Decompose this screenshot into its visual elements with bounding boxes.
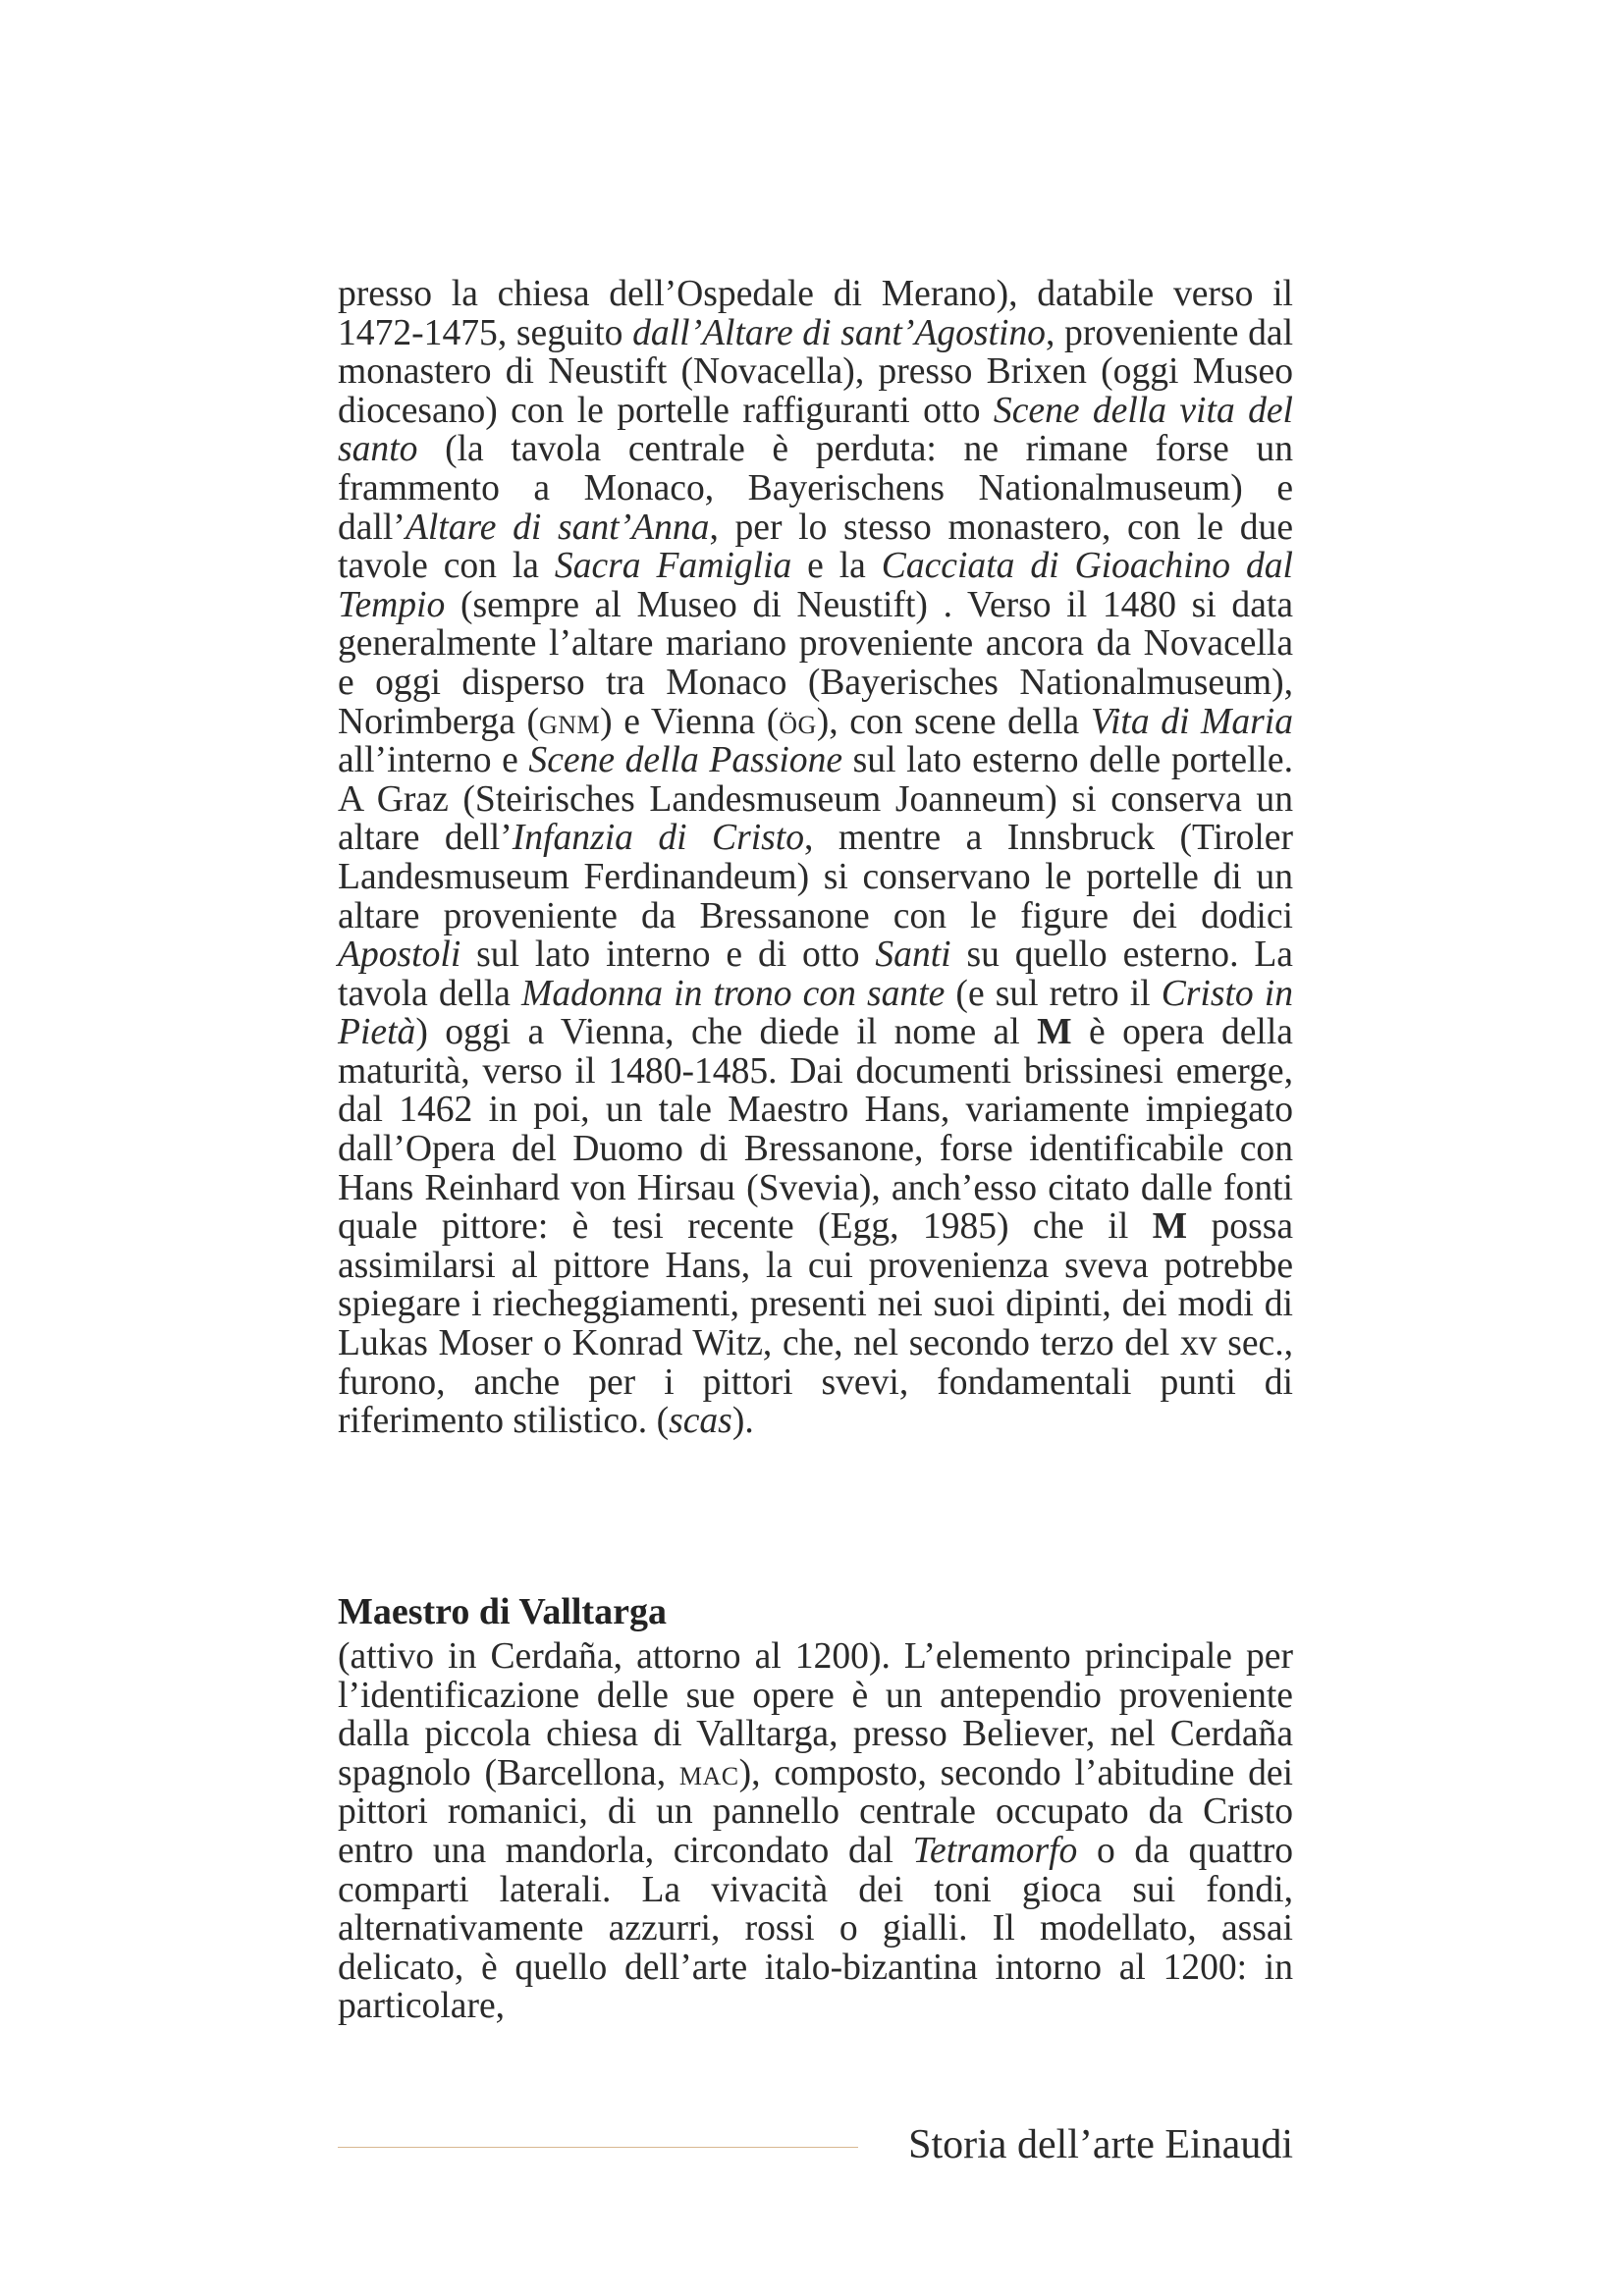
italic-run: Altare di sant’Anna: [405, 507, 710, 548]
text-run: , mentre a Innsbruck (Tiroler Landesmuseum Ferdinandeum) si conservano le portelle di un altare proveniente da Bressanone con le figure dei dodici: [338, 818, 1293, 936]
italic-run: Santi: [875, 934, 951, 976]
italic-run: dall’Altare di sant’Agostino: [632, 312, 1046, 353]
text-run: ) e Vienna (: [600, 701, 780, 742]
text-run: presso la chiesa dell’Ospedale di Merano), databile verso il 1472-1475, seguito: [338, 274, 1293, 353]
text-run: (sempre al Museo di Neustift) . Verso il 1480 si data generalmente l’altare mariano proveniente ancora da Novacella e oggi disperso tra Monaco (Bayerisches Nationalmuseum), Norimberga (: [338, 584, 1293, 742]
text-run: e la: [791, 546, 882, 587]
text-run: è opera della maturità, verso il 1480-1485. Dai documenti brissinesi emerge, dal 1462 in poi, un tale Maestro Hans, variamente impiegato dall’Opera del Duomo di Bressanone, forse identificabile con Hans Reinhard von Hirsau (Svevia), anch’esso citato dalle fonti quale pittore: è tesi recente (Egg, 1985) che il: [338, 1012, 1293, 1248]
bold-run: M: [1037, 1012, 1072, 1053]
text-run: ) oggi a Vienna, che diede il nome al: [415, 1012, 1038, 1053]
italic-run: Infanzia di Cristo: [512, 818, 805, 859]
text-run: possa assimilarsi al pittore Hans, la cui provenienza sveva potrebbe spiegare i riecheggiamenti, presenti nei suoi dipinti, dei modi di Lukas Moser o Konrad Witz, che, nel secondo terzo del xv sec., furono, anche per i pittori svevi, fondamentali punti di riferimento stilistico. (: [338, 1206, 1293, 1442]
italic-run: Vita di Maria: [1090, 701, 1294, 742]
text-run: (attivo in Cerdaña, attorno al 1200). L’elemento principale per l’identificazione delle sue opere è un antependio proveniente dalla piccola chiesa di Valltarga, presso Believer, nel Cerdaña spagnolo (Barcellona,: [338, 1636, 1293, 1793]
text-run: , per lo stesso monastero, con le due tavole con la: [338, 507, 1293, 587]
smallcaps-run: mac: [678, 1752, 739, 1793]
italic-run: scas: [669, 1401, 732, 1442]
italic-run: Cristo in Pietà: [338, 973, 1293, 1053]
smallcaps-run: ög: [779, 701, 817, 742]
italic-run: Apostoli: [338, 934, 461, 976]
entry-heading: Maestro di Valltarga: [338, 1591, 667, 1632]
footer-book-title: Storia dell’arte Einaudi: [908, 2122, 1293, 2167]
entry-paragraph: [338, 1637, 1293, 2026]
italic-run: Tetramorfo: [912, 1830, 1078, 1871]
text-run: ), composto, secondo l’abitudine dei pittori romanici, di un pannello centrale occupato da Cristo entro una mandorla, circondato dal: [338, 1752, 1293, 1871]
text-run: ), con scene della: [816, 701, 1091, 742]
text-run: , proveniente dal monastero di Neustift (Novacella), presso Brixen (oggi Museo diocesano) con le portelle raffiguranti otto: [338, 312, 1294, 431]
italic-run: Cacciata di Gioachino dal Tempio: [338, 546, 1293, 625]
text-run: (la tavola centrale è perduta: ne rimane forse un frammento a Monaco, Bayerischens Nationalmuseum) e dall’: [338, 429, 1293, 548]
text-run: all’interno e: [338, 740, 529, 781]
text-run: (e sul retro il: [945, 973, 1162, 1014]
bold-run: M: [1152, 1206, 1188, 1248]
italic-run: Madonna in trono con sante: [521, 973, 946, 1014]
text-run: su quello esterno. La tavola della: [338, 934, 1293, 1014]
text-run: sul lato esterno delle portelle. A Graz (Steirisches Landesmuseum Joanneum) si conserva un altare dell’: [338, 740, 1293, 859]
text-run: ).: [731, 1401, 754, 1442]
smallcaps-run: gnm: [539, 701, 601, 742]
text-run: sul lato interno e di otto: [460, 934, 876, 976]
italic-run: Scene della Passione: [528, 740, 843, 781]
footer-rule: [338, 2147, 858, 2148]
italic-run: Sacra Famiglia: [554, 546, 792, 587]
text-run: o da quattro comparti laterali. La vivacità dei toni gioca sui fondi, alternativamente azzurri, rossi o gialli. Il modellato, assai delicato, è quello dell’arte italo-bizantina intorno al 1200: in particolare,: [338, 1830, 1293, 2027]
body-paragraph: [338, 275, 1293, 1441]
italic-run: Scene della vita del santo: [338, 390, 1293, 470]
